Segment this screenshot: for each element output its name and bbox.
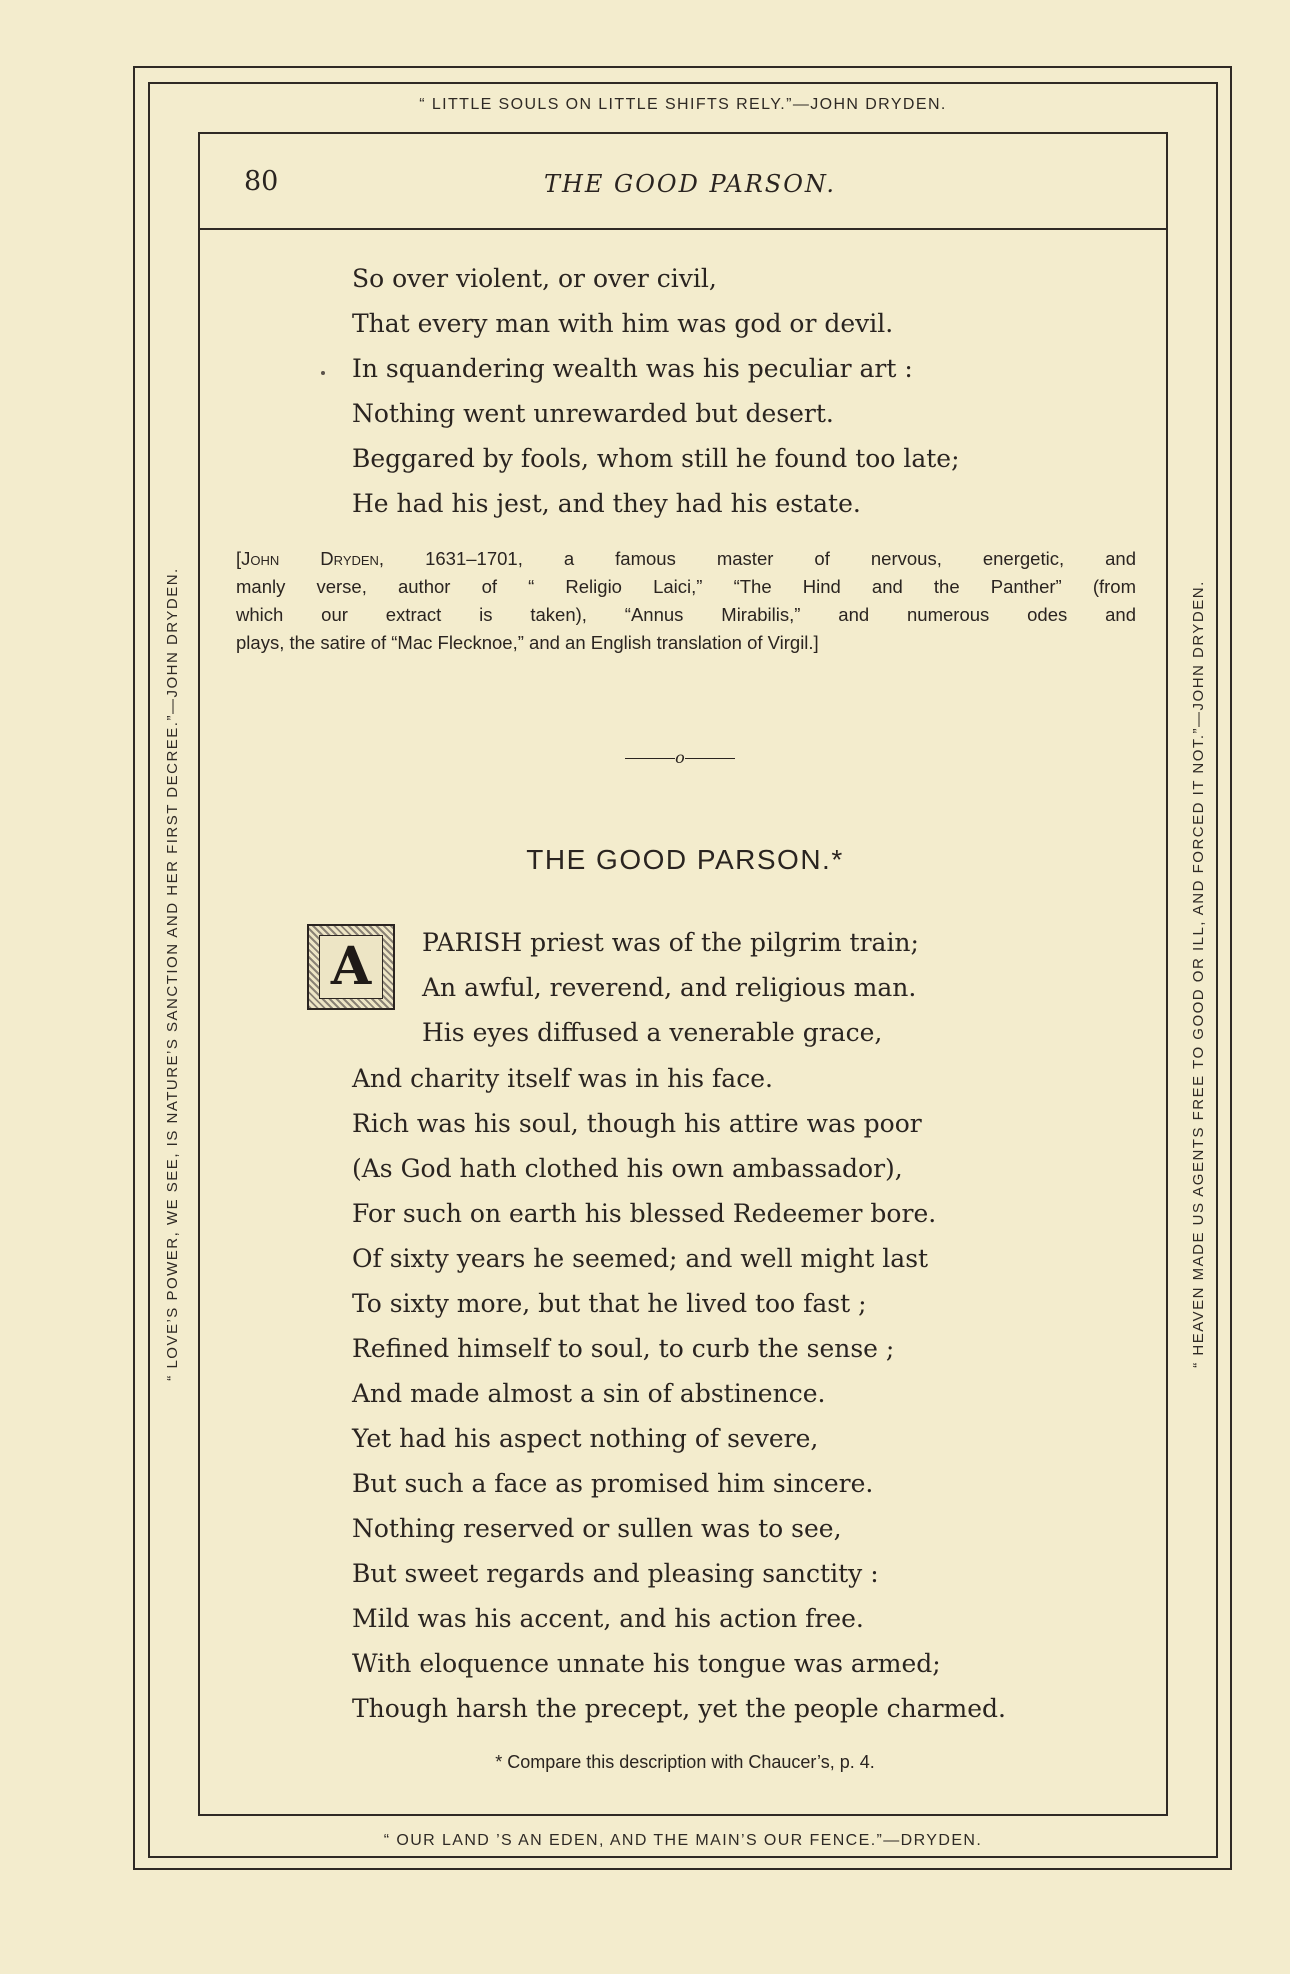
verse-line: But sweet regards and pleasing sanctity : [352,1559,879,1588]
drop-cap-letter: A [319,935,383,999]
verse-line: In squandering wealth was his peculiar art : [352,354,913,383]
outer-rule-right [1230,66,1232,1870]
bio-line-text: 1631–1701, a famous master of nervous, energetic, and [384,548,1136,569]
verse-line: Nothing reserved or sullen was to see, [352,1514,842,1543]
verse-line: With eloquence unnate his tongue was armed; [352,1649,941,1678]
border-right-quote: “ HEAVEN MADE US AGENTS FREE TO GOOD OR ILL, AND FORCED IT NOT.”—JOHN DRYDEN. [1190,580,1207,1368]
verse-excerpt-top [352,256,960,526]
bio-line: manly verse, author of “ Religio Laici,” “The Hind and the Panther” (from [236,576,1136,597]
verse-line: (As God hath clothed his own ambassador), [352,1154,903,1183]
section-ornament [610,746,750,770]
verse-line: And made almost a sin of abstinence. [352,1379,826,1408]
header-rule [198,228,1168,230]
border-bottom-quote: “ OUR LAND ’S AN EDEN, AND THE MAIN’S OUR FENCE.”—DRYDEN. [383,1832,983,1849]
outer-rule-bottom [133,1868,1232,1870]
verse-line: Nothing went unrewarded but desert. [352,399,834,428]
ornament-mark: o [675,748,685,767]
verse-line: So over violent, or over civil, [352,264,717,293]
verse-line: Mild was his accent, and his action free. [352,1604,864,1633]
border-top-quote: “ LITTLE SOULS ON LITTLE SHIFTS RELY.”—JOHN DRYDEN. [419,96,947,113]
verse-line: PARISH priest was of the pilgrim train; [422,928,919,957]
verse-line: To sixty more, but that he lived too fast ; [352,1289,867,1318]
page-number: 80 [244,166,279,197]
verse-line: Of sixty years he seemed; and well might last [352,1244,929,1273]
verse-line: Yet had his aspect nothing of severe, [352,1424,819,1453]
outer-rule-left [133,66,135,1870]
poem-title: THE GOOD PARSON.* [526,844,844,875]
biographical-note [236,545,1136,657]
verse-line: He had his jest, and they had his estate. [352,489,861,518]
verse-line: His eyes diffused a venerable grace, [422,1018,883,1047]
poem-body [352,1056,1006,1731]
border-left-quote: “ LOVE’S POWER, WE SEE, IS NATURE’S SANCTION AND HER FIRST DECREE.”—JOHN DRYDEN. [164,567,181,1381]
stray-ink-mark [321,371,325,375]
bio-line: plays, the satire of “Mac Flecknoe,” and an English translation of Virgil.] [236,632,819,653]
verse-line: Beggared by fools, whom still he found too late; [352,444,960,473]
bio-lead: [John Dryden, [236,548,385,569]
bio-line: which our extract is taken), “Annus Mirabilis,” and numerous odes and [236,604,1136,625]
verse-line: Rich was his soul, though his attire was poor [352,1109,922,1138]
verse-line: Though harsh the precept, yet the people charmed. [352,1694,1006,1723]
poem-opening-lines [422,920,919,1055]
verse-line: That every man with him was god or devil. [352,309,894,338]
drop-cap-ornament [307,924,395,1010]
verse-line: For such on earth his blessed Redeemer bore. [352,1199,937,1228]
ornament-rule-left [625,758,675,759]
outer-rule-top [133,66,1232,68]
bio-line [236,545,1136,573]
footnote: * Compare this description with Chaucer’s, p. 4. [495,1752,875,1772]
verse-line: An awful, reverend, and religious man. [422,973,917,1002]
verse-line: But such a face as promised him sincere. [352,1469,874,1498]
ornament-rule-right [685,758,735,759]
running-title: THE GOOD PARSON. [543,170,837,198]
verse-line: Refined himself to soul, to curb the sense ; [352,1334,895,1363]
verse-line: And charity itself was in his face. [352,1064,773,1093]
